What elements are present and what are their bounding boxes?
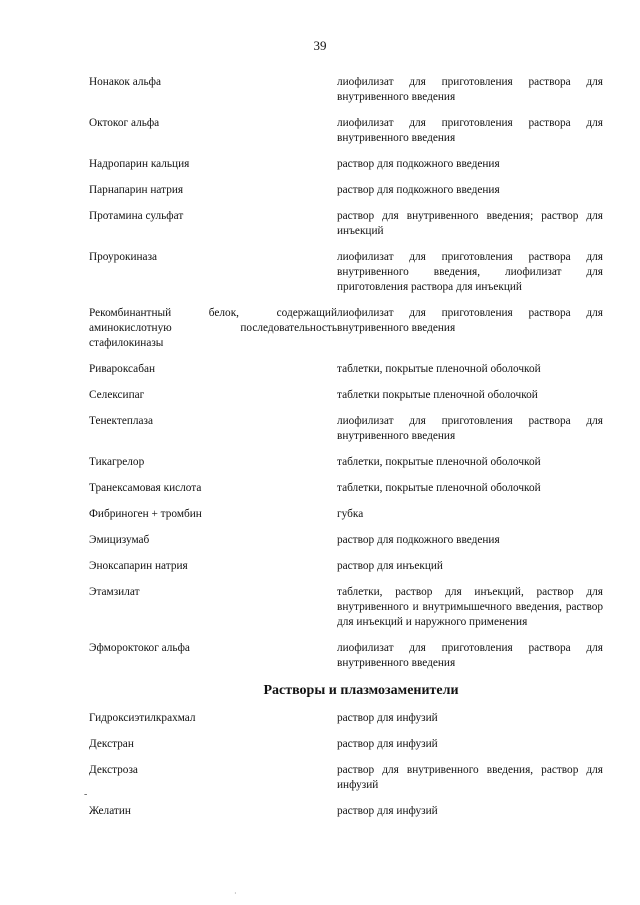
list-item bbox=[89, 75, 603, 105]
drug-name: Протамина сульфат bbox=[89, 210, 184, 222]
dosage-form: раствор для подкожного введения bbox=[337, 158, 500, 170]
drug-name: Транексамовая кислота bbox=[89, 482, 202, 494]
section-title: Растворы и плазмозаменители bbox=[263, 683, 459, 698]
list-item bbox=[89, 455, 603, 470]
drug-list bbox=[89, 75, 603, 830]
list-item bbox=[89, 250, 603, 295]
dosage-form: таблетки, раствор для инъекций, раствор для внутривенного и внутримышечного введения, раствор для инъекций и наружного применения bbox=[337, 586, 603, 628]
drug-name: Рекомбинантный белок, содержащий аминокислотную последовательность стафилокиназы bbox=[89, 307, 337, 349]
list-item bbox=[89, 481, 603, 496]
dosage-form: таблетки, покрытые пленочной оболочкой bbox=[337, 363, 541, 375]
drug-name: Проурокиназа bbox=[89, 251, 158, 263]
drug-name: Тенектеплаза bbox=[89, 415, 154, 427]
drug-name: Декстроза bbox=[89, 764, 138, 776]
dosage-form: раствор для инъекций bbox=[337, 560, 443, 572]
dosage-form: таблетки, покрытые пленочной оболочкой bbox=[337, 456, 541, 468]
dosage-form: раствор для инфузий bbox=[337, 712, 438, 724]
drug-name: Надропарин кальция bbox=[89, 158, 190, 170]
drug-name: Эмицизумаб bbox=[89, 534, 150, 546]
dosage-form: лиофилизат для приготовления раствора для внутривенного введения bbox=[337, 415, 603, 442]
list-item bbox=[89, 507, 603, 522]
list-item bbox=[89, 116, 603, 146]
drug-name: Эфмороктоког альфа bbox=[89, 642, 190, 654]
drug-name: Эноксапарин натрия bbox=[89, 560, 188, 572]
scan-mark: · bbox=[234, 889, 237, 898]
list-item bbox=[89, 209, 603, 239]
dosage-form: таблетки покрытые пленочной оболочкой bbox=[337, 389, 538, 401]
drug-name: Тикагрелор bbox=[89, 456, 145, 468]
dosage-form: таблетки, покрытые пленочной оболочкой bbox=[337, 482, 541, 494]
list-item bbox=[89, 388, 603, 403]
dosage-form: раствор для подкожного введения bbox=[337, 534, 500, 546]
drug-name: Парнапарин натрия bbox=[89, 184, 184, 196]
dosage-form: раствор для внутривенного введения; раствор для инъекций bbox=[337, 210, 603, 237]
list-item bbox=[89, 641, 603, 671]
dosage-form: лиофилизат для приготовления раствора для внутривенного введения, лиофилизат для приготовления раствора для инъекций bbox=[337, 251, 603, 293]
drug-name: Нонакок альфа bbox=[89, 76, 161, 88]
list-item bbox=[89, 804, 603, 819]
dosage-form: лиофилизат для приготовления раствора для внутривенного введения bbox=[337, 307, 603, 334]
drug-name: Фибриноген + тромбин bbox=[89, 508, 202, 520]
list-item bbox=[89, 737, 603, 752]
dosage-form: раствор для внутривенного введения, раствор для инфузий bbox=[337, 764, 603, 791]
drug-name: Гидроксиэтилкрахмал bbox=[89, 712, 196, 724]
page-number: 39 bbox=[313, 38, 327, 53]
drug-name: Желатин bbox=[89, 805, 131, 817]
drug-name: Этамзилат bbox=[89, 586, 140, 598]
drug-name: Селексипаг bbox=[89, 389, 145, 401]
list-item bbox=[89, 559, 603, 574]
list-item bbox=[89, 183, 603, 198]
dosage-form: лиофилизат для приготовления раствора для внутривенного введения bbox=[337, 642, 603, 669]
drug-name: Октоког альфа bbox=[89, 117, 160, 129]
dosage-form: лиофилизат для приготовления раствора для внутривенного введения bbox=[337, 76, 603, 103]
list-item bbox=[89, 711, 603, 726]
list-item bbox=[89, 763, 603, 793]
scan-mark: - bbox=[84, 789, 88, 800]
list-item bbox=[89, 533, 603, 548]
dosage-form: раствор для инфузий bbox=[337, 805, 438, 817]
dosage-form: раствор для подкожного введения bbox=[337, 184, 500, 196]
drug-name: Ривароксабан bbox=[89, 363, 156, 375]
list-item bbox=[89, 414, 603, 444]
dosage-form: раствор для инфузий bbox=[337, 738, 438, 750]
list-item bbox=[89, 306, 603, 351]
list-item bbox=[89, 157, 603, 172]
dosage-form: губка bbox=[337, 508, 364, 520]
list-item bbox=[89, 585, 603, 630]
list-item bbox=[89, 362, 603, 377]
drug-name: Декстран bbox=[89, 738, 134, 750]
dosage-form: лиофилизат для приготовления раствора для внутривенного введения bbox=[337, 117, 603, 144]
